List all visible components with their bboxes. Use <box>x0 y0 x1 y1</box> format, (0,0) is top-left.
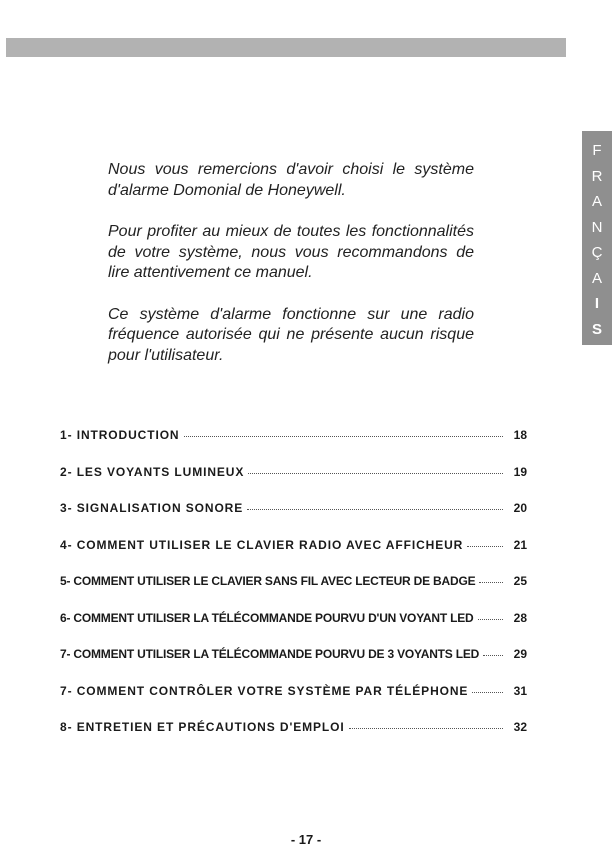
language-tab-letter: R <box>591 167 603 185</box>
toc-entry-page: 32 <box>513 720 527 734</box>
toc-entry-title: 4- COMMENT UTILISER LE CLAVIER RADIO AVEC AFFICHEUR <box>60 537 464 552</box>
toc-entry[interactable] <box>60 720 527 757</box>
toc-entry-title: 7- COMMENT CONTRÔLER VOTRE SYSTÈME PAR TÉLÉPHONE <box>60 683 469 698</box>
intro-paragraph: Nous vous remercions d'avoir choisi le système d'alarme Domonial de Honeywell. <box>108 161 474 199</box>
header-bar <box>6 38 566 57</box>
toc-entry-page: 18 <box>513 428 527 442</box>
language-tab <box>582 131 612 345</box>
toc-leader-dots <box>247 509 503 510</box>
toc-leader-dots <box>472 692 503 693</box>
toc-entry-title: 6- COMMENT UTILISER LA TÉLÉCOMMANDE POURVU D'UN VOYANT LED <box>60 610 474 625</box>
toc-entry[interactable] <box>60 501 527 538</box>
toc-entry-page: 20 <box>513 501 527 515</box>
toc-leader-dots <box>483 655 503 656</box>
toc-entry-title: 1- INTRODUCTION <box>60 428 180 442</box>
language-tab-letter: S <box>591 320 602 338</box>
language-tab-letter: Ç <box>591 244 603 261</box>
intro-paragraph: Ce système d'alarme fonctionne sur une radio fréquence autorisée qui ne présente aucun risque pour l'utilisateur. <box>108 305 474 364</box>
toc-entry[interactable] <box>60 538 527 575</box>
intro-paragraph: Pour profiter au mieux de toutes les fonctionnalités de votre système, nous vous recommandons de lire attentivement ce manuel. <box>108 223 474 281</box>
toc-entry-page: 21 <box>513 537 527 552</box>
toc-entry-page: 19 <box>513 464 527 479</box>
language-tab-letter: N <box>591 218 603 236</box>
toc-leader-dots <box>478 619 504 620</box>
toc-entry-page: 25 <box>513 574 527 588</box>
language-tab-letter: A <box>591 269 602 287</box>
page-number: - 17 - <box>290 832 322 847</box>
toc-entry[interactable] <box>60 574 527 611</box>
toc-entry[interactable] <box>60 428 527 465</box>
toc-entry-title: 5- COMMENT UTILISER LE CLAVIER SANS FIL AVEC LECTEUR DE BADGE <box>60 574 476 588</box>
toc-leader-dots <box>467 546 503 547</box>
toc-entry[interactable] <box>60 647 527 684</box>
language-tab-letter: F <box>592 142 602 159</box>
intro-text <box>108 160 474 387</box>
toc-entry-title: 8- ENTRETIEN ET PRÉCAUTIONS D'EMPLOI <box>60 720 345 734</box>
toc-leader-dots <box>248 473 503 474</box>
toc-entry[interactable] <box>60 611 527 648</box>
toc-leader-dots <box>349 728 503 729</box>
toc-entry[interactable] <box>60 465 527 502</box>
toc-entry-title: 2- LES VOYANTS LUMINEUX <box>60 464 245 479</box>
toc-entry[interactable] <box>60 684 527 721</box>
toc-leader-dots <box>184 436 504 437</box>
toc-entry-title: 3- SIGNALISATION SONORE <box>60 501 244 515</box>
toc-entry-page: 28 <box>513 610 527 625</box>
language-tab-letter: I <box>594 295 600 312</box>
toc-entry-title: 7- COMMENT UTILISER LA TÉLÉCOMMANDE POURVU DE 3 VOYANTS LED <box>60 647 480 661</box>
table-of-contents <box>60 428 527 757</box>
toc-entry-page: 31 <box>513 683 527 698</box>
toc-leader-dots <box>479 582 503 583</box>
language-tab-letter: A <box>591 193 602 210</box>
toc-entry-page: 29 <box>513 647 527 661</box>
